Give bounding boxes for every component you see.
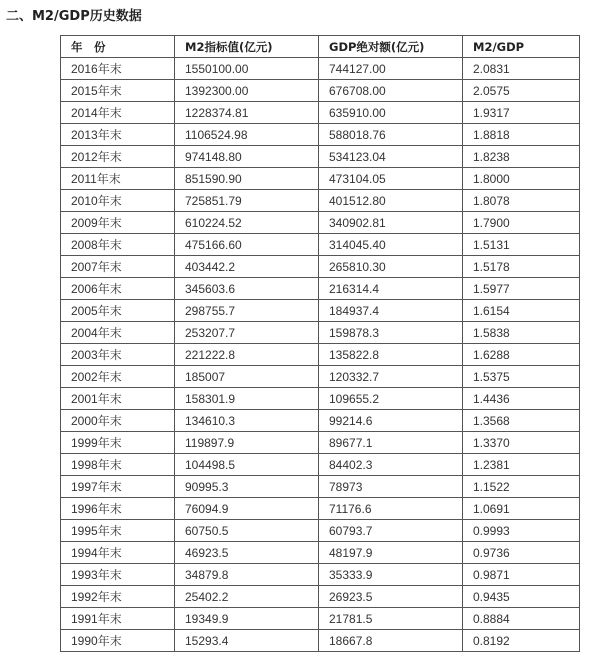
year-cell: 2008年末 — [61, 234, 175, 256]
table-row — [61, 146, 580, 168]
table-row — [61, 564, 580, 586]
gdp-cell: 135822.8 — [319, 344, 463, 366]
m2-cell: 610224.52 — [175, 212, 319, 234]
ratio-cell: 0.9993 — [463, 520, 580, 542]
ratio-cell: 0.8884 — [463, 608, 580, 630]
gdp-cell: 89677.1 — [319, 432, 463, 454]
ratio-cell: 1.5375 — [463, 366, 580, 388]
gdp-cell: 35333.9 — [319, 564, 463, 586]
ratio-cell: 1.0691 — [463, 498, 580, 520]
ratio-cell: 1.8078 — [463, 190, 580, 212]
ratio-cell: 1.8818 — [463, 124, 580, 146]
table-row — [61, 388, 580, 410]
ratio-cell: 1.3568 — [463, 410, 580, 432]
ratio-cell: 2.0575 — [463, 80, 580, 102]
table-row — [61, 476, 580, 498]
year-cell: 2014年末 — [61, 102, 175, 124]
table-row — [61, 542, 580, 564]
table-row — [61, 322, 580, 344]
year-cell: 2006年末 — [61, 278, 175, 300]
gdp-cell: 635910.00 — [319, 102, 463, 124]
header-ratio: M2/GDP — [463, 36, 580, 58]
year-cell: 2012年末 — [61, 146, 175, 168]
table-row — [61, 432, 580, 454]
gdp-cell: 99214.6 — [319, 410, 463, 432]
year-cell: 1990年末 — [61, 630, 175, 652]
m2-gdp-table — [60, 35, 580, 652]
gdp-cell: 60793.7 — [319, 520, 463, 542]
year-cell: 2013年末 — [61, 124, 175, 146]
m2-cell: 60750.5 — [175, 520, 319, 542]
m2-cell: 725851.79 — [175, 190, 319, 212]
gdp-cell: 21781.5 — [319, 608, 463, 630]
m2-cell: 76094.9 — [175, 498, 319, 520]
year-cell: 1995年末 — [61, 520, 175, 542]
m2-cell: 221222.8 — [175, 344, 319, 366]
table-row — [61, 586, 580, 608]
year-cell: 1994年末 — [61, 542, 175, 564]
year-cell: 2004年末 — [61, 322, 175, 344]
ratio-cell: 1.9317 — [463, 102, 580, 124]
gdp-cell: 18667.8 — [319, 630, 463, 652]
section-title: 二、M2/GDP历史数据 — [6, 9, 142, 24]
m2-cell: 119897.9 — [175, 432, 319, 454]
ratio-cell: 1.5977 — [463, 278, 580, 300]
header-year: 年 份 — [61, 36, 175, 58]
year-cell: 2007年末 — [61, 256, 175, 278]
table-row — [61, 58, 580, 80]
table-row — [61, 300, 580, 322]
year-cell: 1992年末 — [61, 586, 175, 608]
year-cell: 2000年末 — [61, 410, 175, 432]
ratio-cell: 1.2381 — [463, 454, 580, 476]
table-row — [61, 168, 580, 190]
m2-cell: 298755.7 — [175, 300, 319, 322]
ratio-cell: 0.9871 — [463, 564, 580, 586]
m2-cell: 403442.2 — [175, 256, 319, 278]
ratio-cell: 0.9435 — [463, 586, 580, 608]
ratio-cell: 1.5178 — [463, 256, 580, 278]
ratio-cell: 1.8238 — [463, 146, 580, 168]
table-row — [61, 278, 580, 300]
gdp-cell: 340902.81 — [319, 212, 463, 234]
table-row — [61, 212, 580, 234]
ratio-cell: 1.5131 — [463, 234, 580, 256]
m2-cell: 15293.4 — [175, 630, 319, 652]
m2-cell: 134610.3 — [175, 410, 319, 432]
ratio-cell: 1.7900 — [463, 212, 580, 234]
m2-cell: 90995.3 — [175, 476, 319, 498]
ratio-cell: 1.6154 — [463, 300, 580, 322]
gdp-cell: 676708.00 — [319, 80, 463, 102]
table-row — [61, 80, 580, 102]
ratio-cell: 1.8000 — [463, 168, 580, 190]
year-cell: 2010年末 — [61, 190, 175, 212]
year-cell: 2002年末 — [61, 366, 175, 388]
table-row — [61, 498, 580, 520]
table-row — [61, 454, 580, 476]
gdp-cell: 71176.6 — [319, 498, 463, 520]
gdp-cell: 48197.9 — [319, 542, 463, 564]
gdp-cell: 26923.5 — [319, 586, 463, 608]
m2-cell: 34879.8 — [175, 564, 319, 586]
table-row — [61, 102, 580, 124]
year-cell: 2005年末 — [61, 300, 175, 322]
m2-cell: 974148.80 — [175, 146, 319, 168]
ratio-cell: 1.4436 — [463, 388, 580, 410]
table-row — [61, 344, 580, 366]
ratio-cell: 2.0831 — [463, 58, 580, 80]
m2-cell: 185007 — [175, 366, 319, 388]
year-cell: 2001年末 — [61, 388, 175, 410]
m2-cell: 46923.5 — [175, 542, 319, 564]
table-row — [61, 410, 580, 432]
gdp-cell: 159878.3 — [319, 322, 463, 344]
m2-cell: 1106524.98 — [175, 124, 319, 146]
table-row — [61, 124, 580, 146]
m2-cell: 158301.9 — [175, 388, 319, 410]
ratio-cell: 0.8192 — [463, 630, 580, 652]
year-cell: 2016年末 — [61, 58, 175, 80]
gdp-cell: 588018.76 — [319, 124, 463, 146]
year-cell: 1997年末 — [61, 476, 175, 498]
m2-cell: 253207.7 — [175, 322, 319, 344]
gdp-cell: 473104.05 — [319, 168, 463, 190]
table-row — [61, 608, 580, 630]
header-m2: M2指标值(亿元) — [175, 36, 319, 58]
table-header-row — [61, 36, 580, 58]
m2-cell: 1228374.81 — [175, 102, 319, 124]
m2-cell: 25402.2 — [175, 586, 319, 608]
gdp-cell: 78973 — [319, 476, 463, 498]
m2-cell: 851590.90 — [175, 168, 319, 190]
ratio-cell: 1.6288 — [463, 344, 580, 366]
ratio-cell: 1.3370 — [463, 432, 580, 454]
year-cell: 1991年末 — [61, 608, 175, 630]
year-cell: 1993年末 — [61, 564, 175, 586]
year-cell: 2015年末 — [61, 80, 175, 102]
table-body — [61, 58, 580, 652]
table-row — [61, 630, 580, 652]
year-cell: 1996年末 — [61, 498, 175, 520]
gdp-cell: 109655.2 — [319, 388, 463, 410]
m2-cell: 1550100.00 — [175, 58, 319, 80]
gdp-cell: 216314.4 — [319, 278, 463, 300]
year-cell: 2003年末 — [61, 344, 175, 366]
m2-cell: 19349.9 — [175, 608, 319, 630]
gdp-cell: 314045.40 — [319, 234, 463, 256]
ratio-cell: 1.5838 — [463, 322, 580, 344]
table-row — [61, 234, 580, 256]
gdp-cell: 401512.80 — [319, 190, 463, 212]
year-cell: 1998年末 — [61, 454, 175, 476]
year-cell: 1999年末 — [61, 432, 175, 454]
m2-cell: 345603.6 — [175, 278, 319, 300]
gdp-cell: 184937.4 — [319, 300, 463, 322]
header-gdp: GDP绝对额(亿元) — [319, 36, 463, 58]
ratio-cell: 1.1522 — [463, 476, 580, 498]
ratio-cell: 0.9736 — [463, 542, 580, 564]
year-cell: 2011年末 — [61, 168, 175, 190]
gdp-cell: 120332.7 — [319, 366, 463, 388]
gdp-cell: 534123.04 — [319, 146, 463, 168]
gdp-cell: 744127.00 — [319, 58, 463, 80]
table-row — [61, 366, 580, 388]
gdp-cell: 84402.3 — [319, 454, 463, 476]
table-row — [61, 256, 580, 278]
m2-cell: 475166.60 — [175, 234, 319, 256]
year-cell: 2009年末 — [61, 212, 175, 234]
gdp-cell: 265810.30 — [319, 256, 463, 278]
m2-cell: 1392300.00 — [175, 80, 319, 102]
table-row — [61, 190, 580, 212]
table-row — [61, 520, 580, 542]
m2-cell: 104498.5 — [175, 454, 319, 476]
